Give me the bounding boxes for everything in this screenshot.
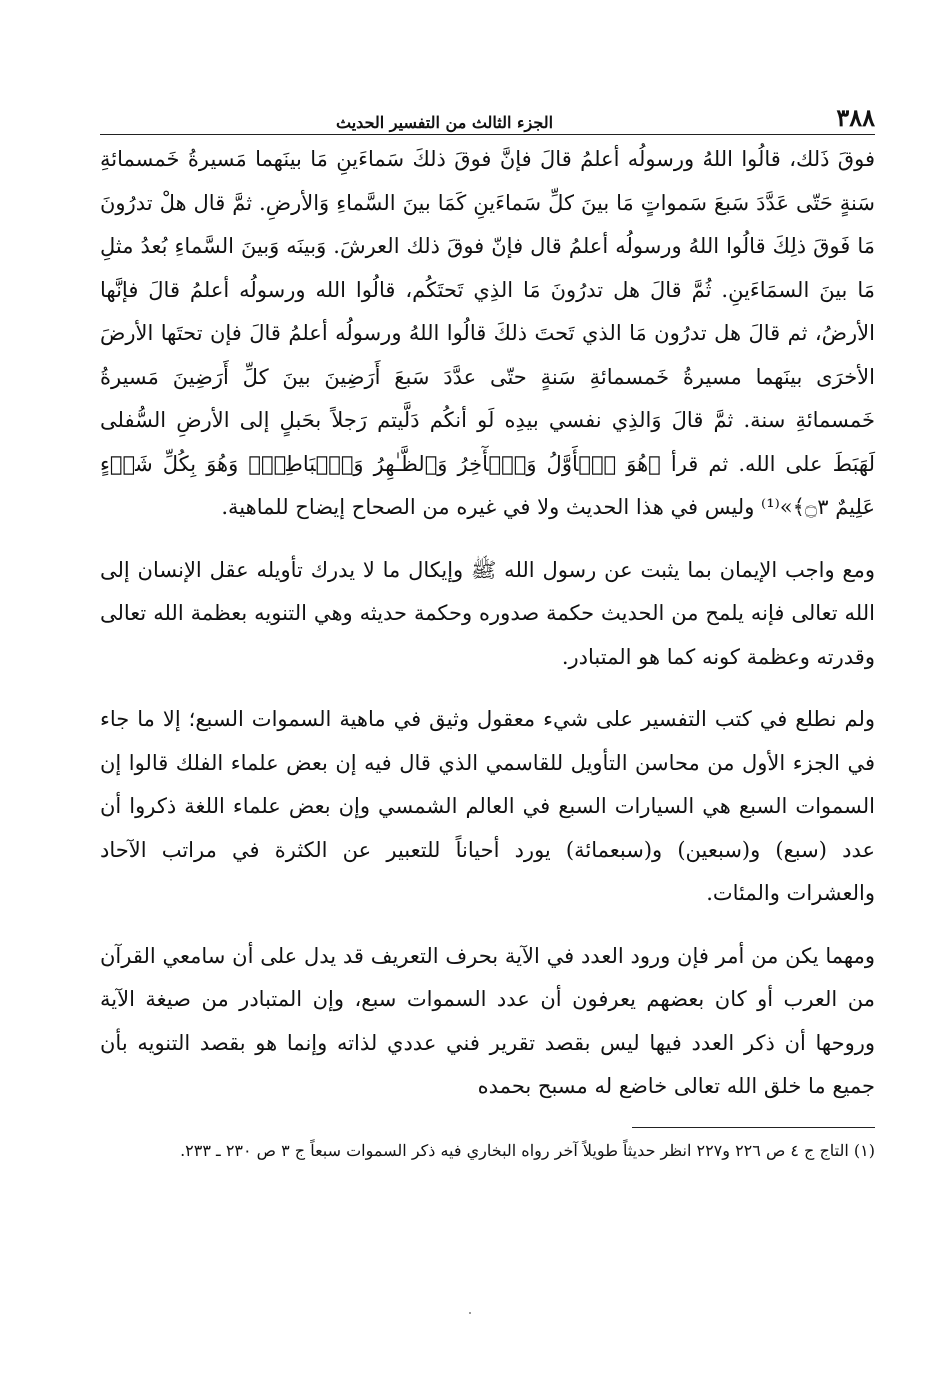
paragraph-hadith: فوقَ ذَلك، قالُوا اللهُ ورسولُه أعلمُ قالَ فإنَّ فوقَ ذلكَ سَماءَينِ مَا بينَهما مَسيرةُ خَمسمائةِ سَنةٍ حَتّى عَدَّدَ سَبعَ سَمواتٍ مَا بينَ كلِّ سَماءَينِ كَمَا بينَ السَّماءِ وَالأرضِ. ثمَّ قال هلْ تدرُونَ مَا فَوقَ ذلِكَ قالُوا اللهُ ورسولُه أعلمُ قال فإنّ فوقَ ذلك العرشَ. وَبينَه وَبينَ السَّماءِ بُعدُ مثلِ مَا بينَ السمَاءَينِ. ثُمَّ قالَ هل تدرُونَ مَا الذِي تَحتَكُم، قالُوا الله ورسولُه أعلمُ قالَ فإنَّها الأرضُ، ثم قالَ هل تدرُون مَا الذي تَحتَ ذلكَ قالُوا اللهُ ورسولُه أعلمُ قالَ فإن تحتَها الأرضَ الأخرَى بينَهما مسيرةُ خَمسمائةِ سَنةٍ حتّى عدَّدَ سَبعَ أَرَضِينَ بينَ كلِّ أَرَضِينَ مَسيرةُ خَمسمائةِ سنة. ثمَّ قالَ وَالذِي نفسي بيدِه لَو أنكُم دَلَّيتم رَجلاً بحَبلٍ إلى الأرضِ السُّفلى لَهَبَطَ على الله. ثم قرأ ﴿هُوَ ٱلۡأَوَّلُ وَٱلۡأٓخِرُ وَٱلظَّـٰهِرُ وَٱلۡبَاطِنُۖ وَهُوَ بِكُلِّ شَيۡءٍ عَلِيمٌ ۝٣﴾»⁽¹⁾ وليس في هذا الحديث ولا في غيره من الصحاح إيضاح للماهية. — [100, 147, 875, 519]
paragraph-tafsir: ولم نطلع في كتب التفسير على شيء معقول وثيق في ماهية السموات السبع؛ إلا ما جاء في الجزء الأول من محاسن التأويل للقاسمي الذي قال فيه إن بعض علماء الفلك قالوا إن السموات السبع هي السيارات السبع في العالم الشمسي وإن بعض علماء اللغة ذكروا أن عدد (سبع) و(سبعين) و(سبعمائة) يورد أحياناً للتعبير عن الكثرة في مراتب الآحاد والعشرات والمئات. — [100, 707, 875, 905]
footnote-rule — [632, 1127, 875, 1128]
running-title: الجزء الثالث من التفسير الحديث — [336, 113, 554, 132]
scan-speck — [469, 1312, 471, 1314]
header-rule — [100, 134, 875, 135]
page-number: ٣٨٨ — [836, 103, 875, 132]
page-header — [100, 92, 875, 132]
paragraph-faith: ومع واجب الإيمان بما يثبت عن رسول الله ﷺ وإيكال ما لا يدرك تأويله عقل الإنسان إلى الله تعالى فإنه يلمح من الحديث حكمة صدوره وحكمة حديثه وهي التنويه بعظمة الله تعالى وقدرته وعظمة كونه كما هو المتبادر. — [100, 557, 875, 669]
document-page — [100, 92, 875, 1164]
footnote: (١) التاج ج ٤ ص ٢٢٦ و٢٢٧ انظر حديثاً طويلاً آخر رواه البخاري فيه ذكر السموات سبعاً ج ٣ ص ٢٣٠ ـ ٢٣٣. — [180, 1140, 875, 1160]
paragraph-number: ومهما يكن من أمر فإن ورود العدد في الآية بحرف التعريف قد يدل على أن سامعي القرآن من العرب أو كان بعضهم يعرفون أن عدد السموات سبع، وإن المتبادر من صيغة الآية وروحها أن ذكر العدد فيها ليس بقصد تقرير فني عددي لذاته وإنما هو بقصد التنويه بأن جميع ما خلق الله تعالى خاضع له مسبح بحمده — [100, 943, 875, 1098]
